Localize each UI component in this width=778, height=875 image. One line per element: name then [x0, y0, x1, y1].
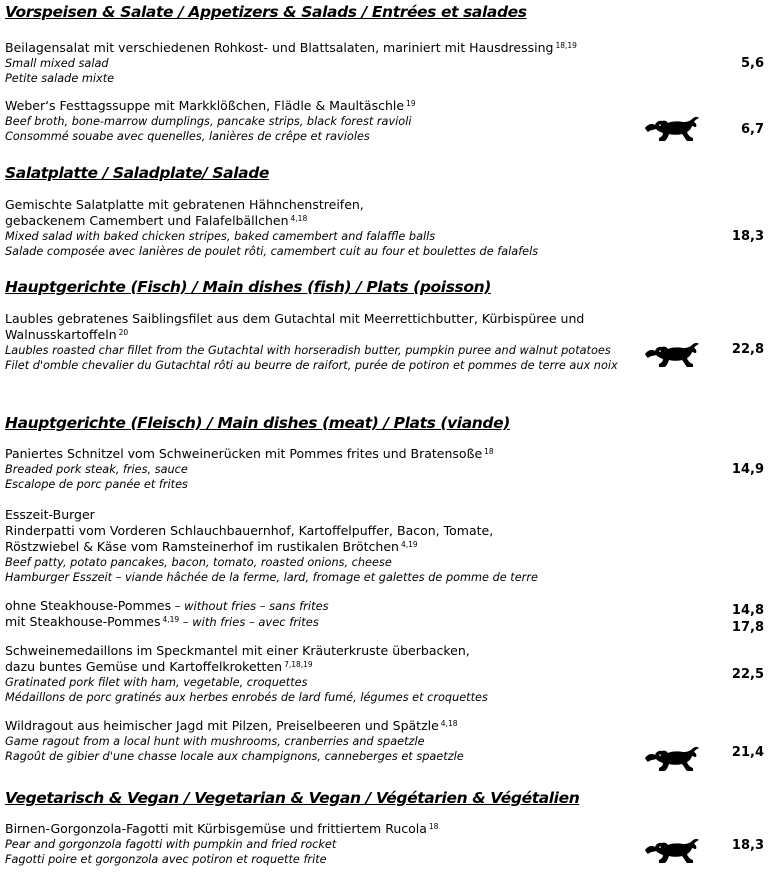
item-de: Beilagensalat mit verschiedenen Rohkost- und Blattsalaten, mariniert mit Hausdressing	[5, 40, 554, 55]
menu-item-beilagensalat	[5, 40, 577, 86]
allergen-sup: 4,18	[440, 719, 458, 728]
section-appetizers: Vorspeisen & Salate / Appetizers & Salads / Entrées et salades	[5, 3, 527, 21]
menu-item-fagotti	[5, 821, 438, 867]
section-saladplate: Salatplatte / Saladplate/ Salade	[5, 164, 269, 182]
item-fr: Hamburger Esszeit – viande hâchée de la ferme, lard, fromage et galettes de pomme de terre	[5, 571, 538, 584]
item-de-line1: Schweinemedaillons im Speckmantel mit einer Kräuterkruste überbacken,	[5, 643, 470, 658]
section-fish: Hauptgerichte (Fisch) / Main dishes (fish) / Plats (poisson)	[5, 278, 491, 296]
menu-item-schnitzel	[5, 446, 494, 492]
allergen-sup: 4,19	[162, 615, 180, 624]
price: 22,8	[731, 342, 764, 357]
price: 5,6	[740, 56, 764, 71]
item-en: Game ragout from a local hunt with mushrooms, cranberries and spaetzle	[5, 735, 425, 748]
allergen-sup: 18	[428, 822, 439, 831]
menu-item-suppe	[5, 98, 416, 144]
allergen-sup: 18	[484, 447, 494, 456]
item-de-line1: Rinderpatti vom Vorderen Schlauchbauernhof, Kartoffelpuffer, Bacon, Tomate,	[5, 523, 494, 538]
lion-icon	[642, 744, 702, 776]
item-en: Pear and gorgonzola fagotti with pumpkin and fried rocket	[5, 838, 337, 851]
menu-item-wildragout	[5, 718, 464, 764]
item-de-line1: Laubles gebratenes Saiblingsfilet aus dem Gutachtal mit Meerrettichbutter, Kürbispüree und	[5, 311, 585, 326]
burger-options	[5, 598, 329, 630]
item-en: Mixed salad with baked chicken stripes, baked camembert and falaffle balls	[5, 230, 436, 243]
item-fr: Ragoût de gibier d'une chasse locale aux champignons, canneberges et spaetzle	[5, 750, 464, 763]
item-fr: Médaillons de porc gratinés aux herbes enrobés de lard fumé, légumes et croquettes	[5, 691, 488, 704]
option-de: ohne Steakhouse-Pommes	[5, 598, 172, 613]
item-de-line2: gebackenem Camembert und Falafelbällchen	[5, 213, 289, 228]
item-fr: Consommé souabe avec quenelles, lanières de crêpe et ravioles	[5, 130, 370, 143]
lion-icon	[642, 114, 702, 146]
price: 14,8	[731, 603, 764, 618]
price: 18,3	[731, 838, 764, 853]
price: 6,7	[740, 122, 764, 137]
item-fr: Escalope de porc panée et frites	[5, 478, 188, 491]
item-en: Breaded pork steak, fries, sauce	[5, 463, 188, 476]
item-fr: Filet d'omble chevalier du Gutachtal rôti au beurre de raifort, purée de potiron et pommes de terre aux noix	[5, 359, 618, 372]
item-en: Beef patty, potato pancakes, bacon, tomato, roasted onions, cheese	[5, 556, 392, 569]
option-de: mit Steakhouse-Pommes	[5, 614, 161, 629]
allergen-sup: 4,19	[400, 540, 418, 549]
item-en: Laubles roasted char fillet from the Gutachtal with horseradish butter, pumpkin puree and walnut potatoes	[5, 344, 611, 357]
menu-item-saibling	[5, 311, 618, 373]
item-fr: Petite salade mixte	[5, 72, 115, 85]
allergen-sup: 18,19	[555, 41, 577, 50]
allergen-sup: 20	[118, 328, 129, 337]
item-en: Beef broth, bone-marrow dumplings, pancake strips, black forest ravioli	[5, 115, 412, 128]
menu-item-salatplatte	[5, 197, 538, 259]
item-en: Gratinated pork filet with ham, vegetable, croquettes	[5, 676, 308, 689]
price: 22,5	[731, 667, 764, 682]
price: 14,9	[731, 462, 764, 477]
price: 21,4	[731, 745, 764, 760]
item-fr: Fagotti poire et gorgonzola avec potiron et roquette frite	[5, 853, 327, 866]
item-fr: Salade composée avec lanières de poulet rôti, camembert cuit au four et boulettes de falafels	[5, 245, 539, 258]
item-en: Small mixed salad	[5, 57, 109, 70]
item-de-line2: Walnusskartoffeln	[5, 327, 117, 342]
price: 18,3	[731, 229, 764, 244]
allergen-sup: 4,18	[290, 214, 308, 223]
option-it: – without fries – sans frites	[171, 599, 329, 613]
section-vegan: Vegetarisch & Vegan / Vegetarian & Vegan / Végétarien & Végétalien	[5, 789, 580, 807]
item-de: Weber‘s Festtagssuppe mit Markklößchen, Flädle & Maultäschle	[5, 98, 405, 113]
allergen-sup: 7,18,19	[284, 660, 313, 669]
menu-item-medaillons	[5, 643, 488, 705]
item-de-line1: Gemischte Salatplatte mit gebratenen Hähnchenstreifen,	[5, 197, 364, 212]
price: 17,8	[731, 620, 764, 635]
item-de: Birnen-Gorgonzola-Fagotti mit Kürbisgemüse und frittiertem Rucola	[5, 821, 427, 836]
lion-icon	[642, 340, 702, 372]
menu-item-burger	[5, 507, 538, 585]
allergen-sup: 19	[406, 99, 416, 108]
item-de-line2: Röstzwiebel & Käse vom Ramsteinerhof im rustikalen Brötchen	[5, 539, 399, 554]
item-de: Wildragout aus heimischer Jagd mit Pilzen, Preiselbeeren und Spätzle	[5, 718, 439, 733]
section-meat: Hauptgerichte (Fleisch) / Main dishes (meat) / Plats (viande)	[5, 414, 510, 432]
item-title: Esszeit-Burger	[5, 507, 95, 522]
lion-icon	[642, 836, 702, 868]
option-it: – with fries – avec frites	[179, 615, 319, 629]
item-de: Paniertes Schnitzel vom Schweinerücken mit Pommes frites und Bratensoße	[5, 446, 483, 461]
item-de-line2: dazu buntes Gemüse und Kartoffelkroketten	[5, 659, 283, 674]
